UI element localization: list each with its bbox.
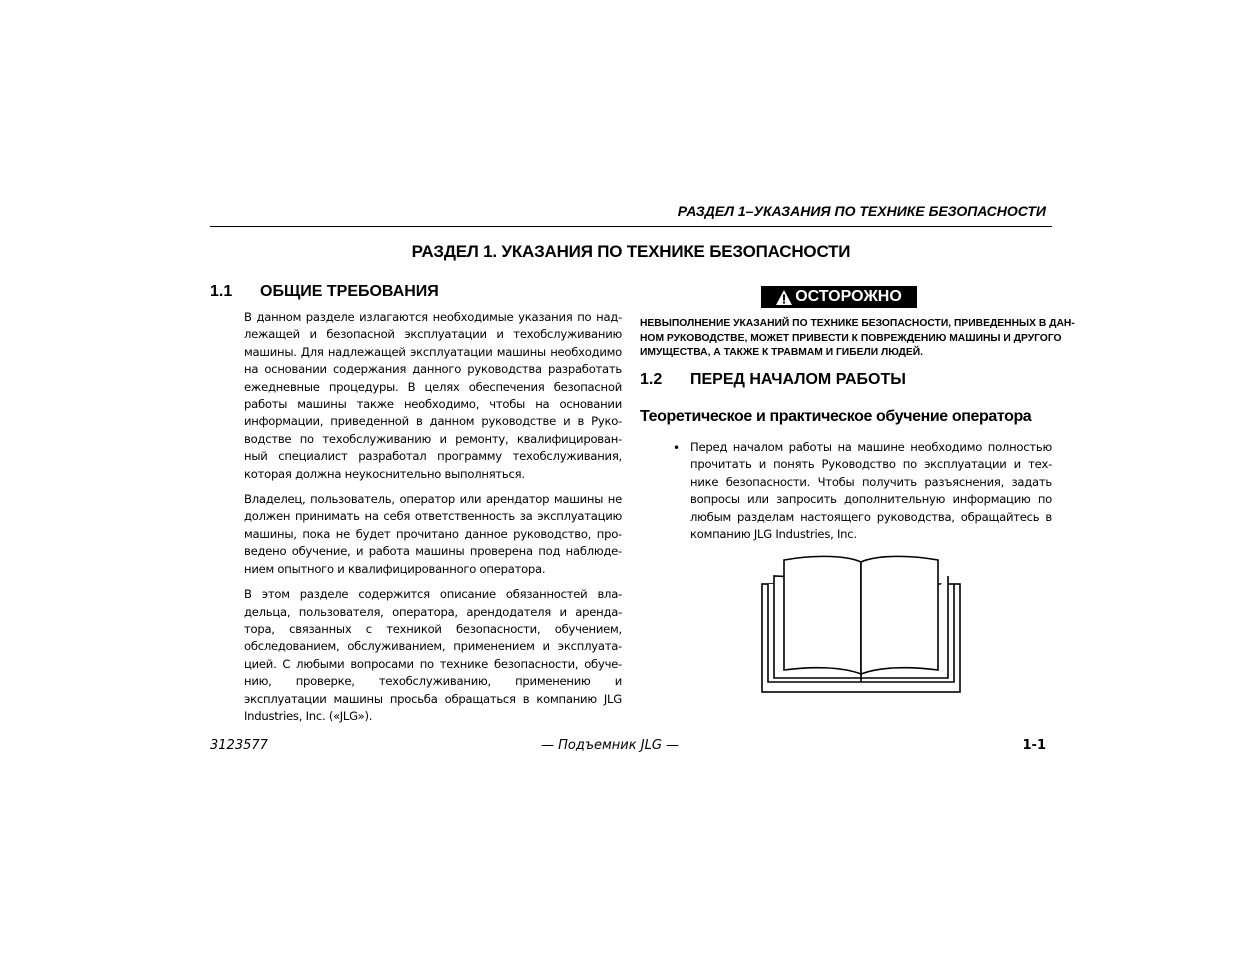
text-line: нию, проверке, техобслуживанию, применению и [244,674,622,689]
page-title: РАЗДЕЛ 1. УКАЗАНИЯ ПО ТЕХНИКЕ БЕЗОПАСНОСТИ [411,242,851,261]
text-line: тора, связанных с техникой безопасности, обучением, [244,621,622,636]
text-line: НЕВЫПОЛНЕНИЕ УКАЗАНИЙ ПО ТЕХНИКЕ БЕЗОПАСНОСТИ, ПРИВЕДЕННЫХ В ДАН- [640,318,1075,329]
text-line: лежащей и безопасной эксплуатации и техобслуживанию [244,327,622,342]
text-line: нике безопасности. Чтобы получить разъяснения, задать [690,474,1052,489]
section-title: ОБЩИЕ ТРЕБОВАНИЯ [260,283,439,300]
bullet-marker: • [673,441,681,455]
text-line: ИМУЩЕСТВА, А ТАКЖЕ К ТРАВМАМ И ГИБЕЛИ ЛЮДЕЙ. [640,347,924,358]
text-line: эксплуатации машины просьба обращаться в компанию JLG [244,691,622,706]
bullet-text [690,439,1052,543]
text-line: прочитать и понять Руководство по эксплуатации и тех- [690,457,1052,472]
warning-triangle-icon [776,290,792,305]
text-line: ежедневные процедуры. В целях обеспечения безопасной [244,379,622,394]
header-rule [210,226,1052,227]
warning-label [761,286,917,308]
page-number: 1-1 [1022,738,1046,753]
text-line: ведено обучение, и работа машины проверена под наблюде- [244,544,622,559]
text-line: машины. Для надлежащей эксплуатации машины необходимо [244,344,622,359]
text-line: работы машины также необходимо, чтобы на основании [244,397,622,412]
text-line: Перед началом работы на машине необходимо полностью [690,440,1052,454]
section-number: 1.2 [640,371,663,388]
document-number: 3123577 [210,738,268,753]
subsection-heading: Теоретическое и практическое обучение оператора [640,408,1032,425]
text-line: В этом разделе содержится описание обязанностей вла- [244,587,622,602]
text-line: дельца, пользователя, оператора, арендодателя и аренда- [244,604,622,619]
text-line: информации, приведенной в данном руководстве и в Руко- [244,414,622,429]
text-line: машины, пока не будет прочитано данное руководство, про- [244,526,622,541]
text-line: цией. С любыми вопросами по технике безопасности, обуче- [244,656,622,671]
footer-center: — Подъемник JLG — [540,738,680,753]
running-header: РАЗДЕЛ 1–УКАЗАНИЯ ПО ТЕХНИКЕ БЕЗОПАСНОСТИ [677,203,1046,219]
text-line: должен принимать на себя ответственность за эксплуатацию [244,509,622,524]
text-line: компанию JLG Industries, Inc. [690,527,857,542]
text-line: нием опытного и квалифицированного оператора. [244,561,546,576]
text-line: Владелец, пользователь, оператор или арендатор машины не [244,492,622,507]
text-line: которая должна неукоснительно выполняться. [244,466,525,481]
section-title: ПЕРЕД НАЧАЛОМ РАБОТЫ [690,371,906,388]
paragraph [244,309,622,483]
text-line: Industries, Inc. («JLG»). [244,708,373,723]
section-1-2-heading [640,371,906,389]
warning-label-text: ОСТОРОЖНО [795,288,902,305]
text-line: водстве по техобслуживанию и ремонту, квалифицирован- [244,431,622,446]
section-number: 1.1 [210,283,233,300]
text-line: В данном разделе излагаются необходимые указания по над- [244,310,622,324]
paragraph [244,586,622,725]
text-line: обследованием, обслуживанием, применением и эксплуата- [244,639,622,654]
section-1-1-heading [210,283,439,301]
section-1-1-body [244,309,622,733]
text-line: любым разделам настоящего руководства, обращайтесь в [690,509,1052,524]
warning-text [640,317,1075,361]
paragraph [244,491,622,578]
text-line: вопросы или запросить дополнительную информацию по [690,492,1052,507]
text-line: на основании содержания данного руководства разработать [244,362,622,377]
text-line: ный специалист разработал программу техобслуживания, [244,449,622,464]
open-book-icon [758,554,964,698]
text-line: НОМ РУКОВОДСТВЕ, МОЖЕТ ПРИВЕСТИ К ПОВРЕЖДЕНИЮ МАШИНЫ И ДРУГОГО [640,332,1062,344]
